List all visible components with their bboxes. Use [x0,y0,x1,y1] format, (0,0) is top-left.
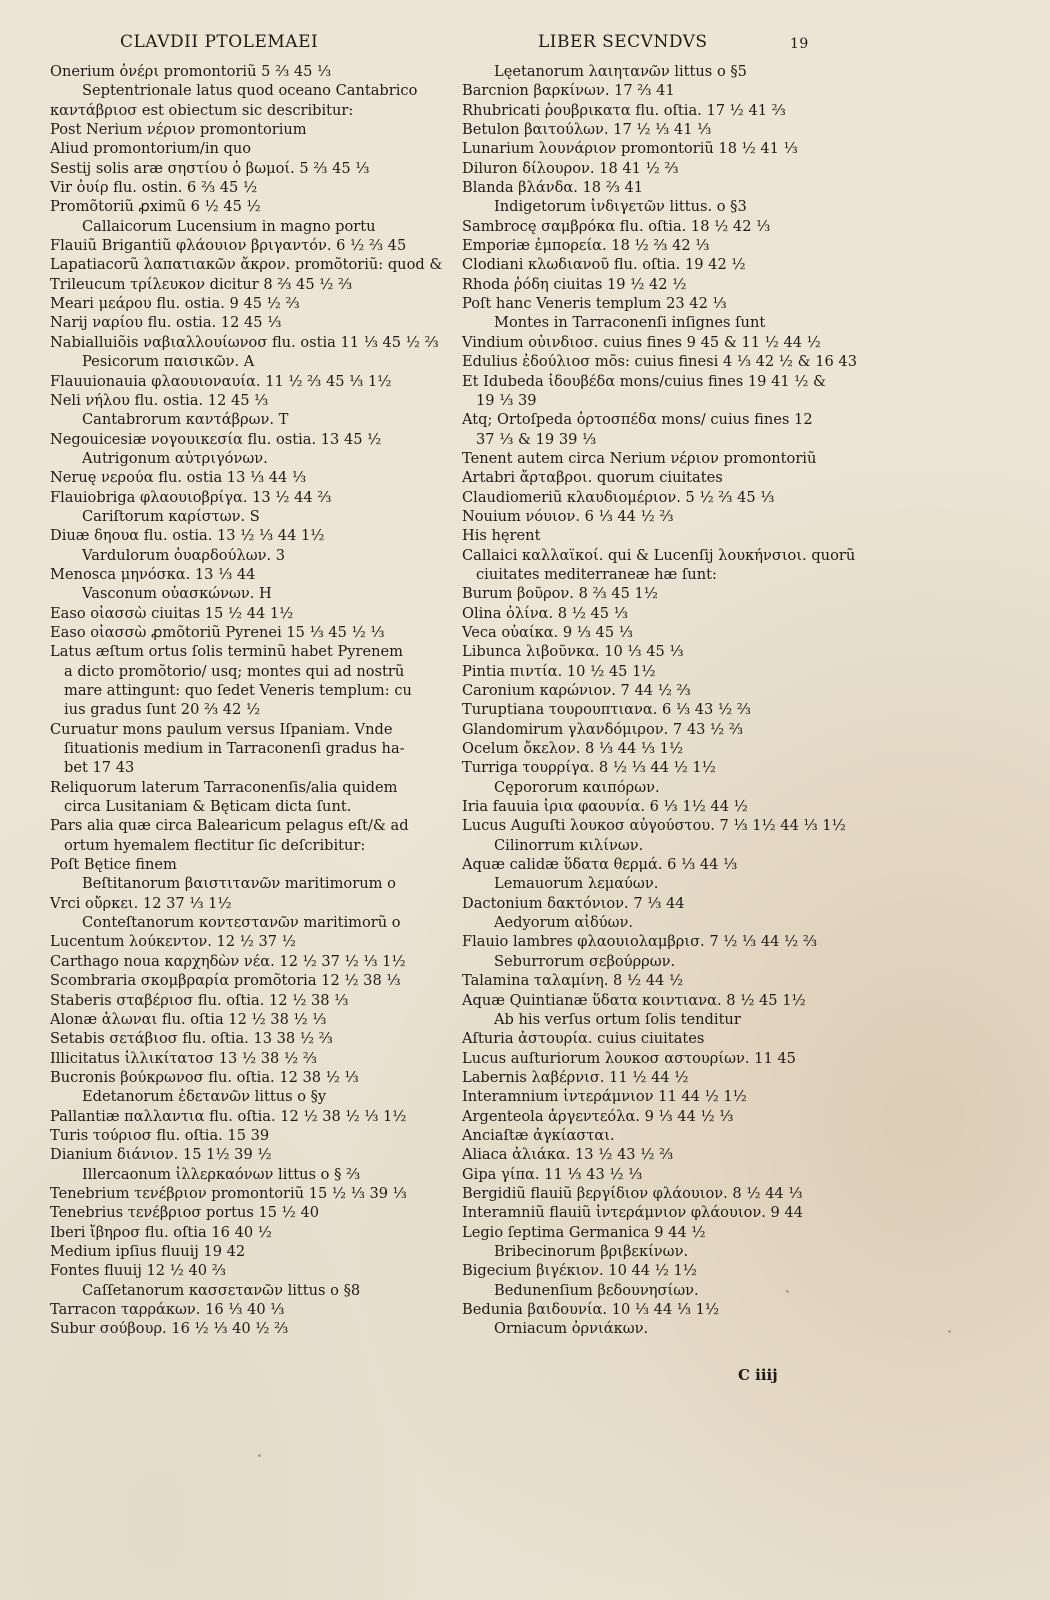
text-line: Lapatiacorũ λαπατιακῶν ἄκρον. promõtoriũ: quod & [50,256,443,274]
text-line: Ocelum ὄκελον. 8 ⅓ 44 ⅓ 1½ [462,740,684,758]
text-line: Easo οἰασσὼ ꝓmõtoriũ Pyrenei 15 ⅓ 45 ½ ⅓ [50,623,385,641]
text-line: Clodiani κλωδιανοῦ flu. oſtia. 19 42 ½ [462,256,746,274]
text-line: circa Lusitaniam & Bęticam dicta ſunt. [64,798,352,816]
text-line: Montes in Tarraconenſi inſignes ſunt [494,314,766,332]
text-line: Septentrionale latus quod oceano Cantabrico [82,82,418,100]
text-line: Pars alia quæ circa Balearicum pelagus eſt/& ad [50,817,409,835]
text-line: Indigetorum ἰνδιγετῶν littus. o §3 [494,198,747,216]
text-line: Rhoda ῥόδη ciuitas 19 ½ 42 ½ [462,275,687,293]
text-line: Iberi ἴβηροσ flu. oſtia 16 40 ½ [50,1223,272,1241]
text-line: Narij ναρίου flu. ostia. 12 45 ⅓ [50,314,282,332]
text-line: Rhubricati ῥουβρικατα flu. oſtia. 17 ½ 41 ⅔ [462,101,786,119]
text-line: Vrci οὔρκει. 12 37 ⅓ 1½ [50,894,232,912]
text-line: Edulius ἐδούλιοσ mõs: cuius finesi 4 ⅓ 42 ½ & 16 43 [462,353,858,371]
text-line: Staberis σταβέριοσ flu. oſtia. 12 ½ 38 ⅓ [50,991,349,1009]
text-line: Aliaca ἀλιάκα. 13 ½ 43 ½ ⅔ [462,1146,674,1164]
text-line: Edetanorum ἐδετανῶν littus o §y [82,1088,327,1106]
text-line: Lucus auſturiorum λουκοσ αστουρίων. 11 45 [462,1049,796,1067]
text-line: Medium ipſius fluuij 19 42 [50,1242,246,1260]
text-line: Pesicorum παισικῶν. A [82,353,255,371]
text-line: Flauiũ Brigantiũ φλάουιον βριγαντόν. 6 ½ ⅔ 45 [50,237,407,255]
text-line: Poſt Bętice finem [50,856,177,874]
text-line: Ab his verſus ortum ſolis tenditur [494,1010,741,1028]
text-line: Sestij solis aræ σηστίου ὁ βωμοί. 5 ⅔ 45 ⅓ [50,159,370,177]
text-line: Fontes fluuij 12 ½ 40 ⅔ [50,1262,226,1280]
text-line: Neruę νερούα flu. ostia 13 ⅓ 44 ⅓ [50,469,307,487]
text-line: Blanda βλάνδα. 18 ⅔ 41 [462,179,644,197]
text-line: Promõtoriũ ꝓximũ 6 ½ 45 ½ [50,198,261,216]
text-line: Vardulorum ὀυαρδούλων. 3 [82,546,286,564]
text-line: Argenteola ἀργεντεόλα. 9 ⅓ 44 ½ ⅓ [462,1107,734,1125]
text-line: Lemauorum λεμαύων. [494,875,659,893]
text-line: Aedyorum αἰδύων. [494,914,634,932]
text-line: Burum βοῦρον. 8 ⅔ 45 1½ [462,585,658,603]
text-line: Aquæ calidæ ὕδατα θερμά. 6 ⅓ 44 ⅓ [462,856,738,874]
text-line: Bedunenſium βεδουνησίων. [494,1281,699,1299]
text-line: Aliud promontorium/in quo [50,140,252,158]
paper-speck [948,1330,951,1333]
text-line: Post Nerium νέριον promontorium [50,121,307,139]
text-line: Nabialluiõis ναβιαλλουίωνοσ flu. ostia 11 ⅓ 45 ½ ⅔ [50,333,439,351]
text-line: Callaici καλλαϊκοί. qui & Lucenſij λουκήνσιοι. quorũ [462,546,856,564]
text-line: Diuæ δηουα flu. ostia. 13 ½ ⅓ 44 1½ [50,527,325,545]
text-line: Lunarium λουνάριον promontoriũ 18 ½ 41 ⅓ [462,140,798,158]
text-line: ortum hyemalem flectitur ſic deſcribitur: [64,836,366,854]
text-line: Pintia πιντία. 10 ½ 45 1½ [462,662,656,680]
text-line: Curuatur mons paulum versus Iſpaniam. Vnde [50,720,393,738]
text-line: Nouium νόυιον. 6 ⅓ 44 ½ ⅔ [462,507,674,525]
text-line: Illicitatus ἰλλικίτατοσ 13 ½ 38 ½ ⅔ [50,1049,317,1067]
text-line: Turuptiana τουρουπτιανα. 6 ⅓ 43 ½ ⅔ [462,701,751,719]
paper-speck [786,1290,789,1293]
page-number: 19 [790,36,809,52]
text-line: Neli νήλου flu. ostia. 12 45 ⅓ [50,391,269,409]
text-line: Subur σούβουρ. 16 ½ ⅓ 40 ½ ⅔ [50,1320,289,1338]
text-line: Betulon βαιτούλων. 17 ½ ⅓ 41 ⅓ [462,121,712,139]
text-line: Bigecium βιγέκιον. 10 44 ½ 1½ [462,1262,697,1280]
text-line: Emporiæ ἐμπορεία. 18 ½ ⅔ 42 ⅓ [462,237,710,255]
left-text-column [50,62,450,1339]
text-line: Anciaſtæ ἀγκίασται. [462,1126,615,1144]
text-line: Aſturia ἀστουρία. cuius ciuitates [462,1030,705,1048]
text-line: Cariſtorum καρίστων. S [82,507,260,525]
text-line: Cantabrorum καντάβρων. T [82,411,289,429]
text-line: Et Idubeda ἰδουβέδα mons/cuius fines 19 41 ½ & [462,372,827,390]
text-line: Negouicesiæ νογουικεσία flu. ostia. 13 45 ½ [50,430,382,448]
text-line: Talamina ταλαμίνη. 8 ½ 44 ½ [462,972,684,990]
text-line: Orniacum ὀρνιάκων. [494,1320,649,1338]
text-line: Menosca μηνόσκα. 13 ⅓ 44 [50,565,256,583]
text-line: Barcnion βαρκίνων. 17 ⅔ 41 [462,82,675,100]
header-book: LIBER SECVNDVS [538,32,708,52]
text-line: καντάβριοσ est obiectum sic describitur: [50,101,354,119]
text-line: Artabri ἄρταβροι. quorum ciuitates [462,469,723,487]
text-line: His hęrent [462,527,541,545]
text-line: Interamniũ flauiũ ἰντεράμνιον φλάουιον. 9 44 [462,1204,803,1222]
text-line: Labernis λαβέρνισ. 11 ½ 44 ½ [462,1068,689,1086]
text-line: Meari μεάρου flu. ostia. 9 45 ½ ⅔ [50,295,300,313]
text-line: Diluron δίλουρον. 18 41 ½ ⅔ [462,159,679,177]
text-line: Vasconum οὐασκώνων. H [82,585,272,603]
text-line: Iria fauuia ἰρια φαουνία. 6 ⅓ 1½ 44 ½ [462,798,748,816]
text-line: a dicto promõtorio/ usq; montes qui ad nostrũ [64,662,405,680]
text-line: Latus æſtum ortus ſolis terminũ habet Pyrenem [50,643,404,661]
text-line: Vindium οὐινδιοσ. cuius fines 9 45 & 11 ½ 44 ½ [462,333,821,351]
text-line: ius gradus ſunt 20 ⅔ 42 ½ [64,701,261,719]
text-line: Scombraria σκομβραρία promõtoria 12 ½ 38 ⅓ [50,972,401,990]
text-line: Reliquorum laterum Tarraconenſis/alia quidem [50,778,398,796]
text-line: Vir ὀυίρ flu. ostin. 6 ⅔ 45 ½ [50,179,258,197]
text-line: Tenebrius τενέβριοσ portus 15 ½ 40 [50,1204,320,1222]
text-line: Carthago noua καρχηδὼν νέα. 12 ½ 37 ½ ⅓ 1½ [50,952,406,970]
header-author: CLAVDII PTOLEMAEI [120,32,319,52]
text-line: Bribecinorum βριβεκίνων. [494,1242,689,1260]
text-line: Tenent autem circa Nerium νέριον promontoriũ [462,449,817,467]
text-line: Flauiobriga φλαουιοβρίγα. 13 ½ 44 ⅔ [50,488,332,506]
text-line: Aquæ Quintianæ ὕδατα κοιντιανα. 8 ½ 45 1½ [462,991,806,1009]
signature-mark: C iiij [738,1366,778,1384]
text-line: Dianium διάνιον. 15 1½ 39 ½ [50,1146,272,1164]
right-text-column [462,62,858,1339]
text-line: Cilinorrum κιλίνων. [494,836,644,854]
text-line: Glandomirum γλανδόμιρον. 7 43 ½ ⅔ [462,720,743,738]
text-line: Tarracon ταρράκων. 16 ⅓ 40 ⅓ [50,1301,285,1318]
text-line: Onerium ὀνέρι promontoriũ 5 ⅔ 45 ⅓ [50,63,332,80]
text-line: Legio ſeptima Germanica 9 44 ½ [462,1223,706,1241]
text-line: 19 ⅓ 39 [476,391,537,409]
text-line: Autrigonum αὐτριγόνων. [82,449,268,467]
text-line: Claudiomeriũ κλαυδιομέριον. 5 ½ ⅔ 45 ⅓ [462,488,775,506]
text-line: ſituationis medium in Tarraconenſi gradus ha- [64,740,405,758]
text-line: Alonæ ἀλωναι flu. oſtia 12 ½ 38 ½ ⅓ [50,1010,327,1028]
text-line: Flauuionauia φλαουιοναυία. 11 ½ ⅔ 45 ⅓ 1½ [50,372,392,390]
text-line: Lucentum λούκεντον. 12 ½ 37 ½ [50,933,296,951]
text-line: Cępororum καιπόρων. [494,778,660,796]
text-line: Callaicorum Lucensium in magno portu [82,217,376,235]
text-line: Gipa γίπα. 11 ⅓ 43 ½ ⅓ [462,1165,643,1183]
text-line: Dactonium δακτόνιον. 7 ⅓ 44 [462,894,685,912]
text-line: Illercaonum ἰλλερκαόνων littus o § ⅔ [82,1165,361,1183]
text-line: Lęetanorum λαιητανῶν littus o §5 [494,63,747,80]
text-line: Beſtitanorum βαιστιτανῶν maritimorum o [82,875,396,893]
running-header [48,28,1008,60]
text-line: Bedunia βαιδουνία. 10 ⅓ 44 ⅓ 1½ [462,1301,720,1318]
text-line: Olina ὀλίνα. 8 ½ 45 ⅓ [462,604,628,622]
text-line: ciuitates mediterraneæ hæ ſunt: [476,565,717,583]
text-line: Setabis σετάβιοσ flu. oſtia. 13 38 ½ ⅔ [50,1030,333,1048]
text-line: Conteſtanorum κοντεστανῶν maritimorũ o [82,914,401,932]
text-line: Caſſetanorum κασσετανῶν littus o §8 [82,1281,361,1299]
text-line: Caronium καρώνιον. 7 44 ½ ⅔ [462,682,691,699]
text-line: Pallantiæ παλλαντια flu. oſtia. 12 ½ 38 ½ ⅓ 1½ [50,1107,407,1125]
text-line: Sambrocę σαμβρόκα flu. oſtia. 18 ½ 42 ⅓ [462,217,771,235]
text-line: Poſt hanc Veneris templum 23 42 ⅓ [462,295,727,313]
text-line: Tenebrium τενέβριον promontoriũ 15 ½ ⅓ 39 ⅓ [50,1184,407,1202]
text-line: Veca οὐαίκα. 9 ⅓ 45 ⅓ [462,623,633,641]
text-line: Flauio lambres φλαουιολαμβρισ. 7 ½ ⅓ 44 ½ ⅔ [462,933,817,951]
text-line: Bucronis βούκρωνοσ flu. oſtia. 12 38 ½ ⅓ [50,1068,359,1086]
text-line: Trileucum τρίλευκον dicitur 8 ⅔ 45 ½ ⅔ [50,275,353,293]
text-line: mare attingunt: quo ſedet Veneris templum: cu [64,682,412,699]
text-line: Easo οἰασσὼ ciuitas 15 ½ 44 1½ [50,604,294,622]
text-line: Bergidiũ flauiũ βεργίδιον φλάουιον. 8 ½ 44 ⅓ [462,1184,803,1202]
text-line: Turriga τουρρίγα. 8 ½ ⅓ 44 ½ 1½ [462,759,716,777]
paper-speck [258,1454,261,1457]
text-line: Libunca λιβοῦνκα. 10 ⅓ 45 ⅓ [462,643,684,661]
text-line: Atq; Ortoſpeda ὀρτοσπέδα mons/ cuius fines 12 [462,411,813,429]
text-line: Interamnium ἰντεράμνιον 11 44 ½ 1½ [462,1088,747,1106]
text-line: Turis τούριοσ flu. oſtia. 15 39 [50,1126,270,1144]
text-line: Seburrorum σεβούρρων. [494,952,676,970]
text-line: bet 17 43 [64,759,135,777]
text-line: 37 ⅓ & 19 39 ⅓ [476,430,597,448]
text-line: Lucus Auguſti λουκοσ αὐγούστου. 7 ⅓ 1½ 44 ⅓ 1½ [462,817,846,835]
